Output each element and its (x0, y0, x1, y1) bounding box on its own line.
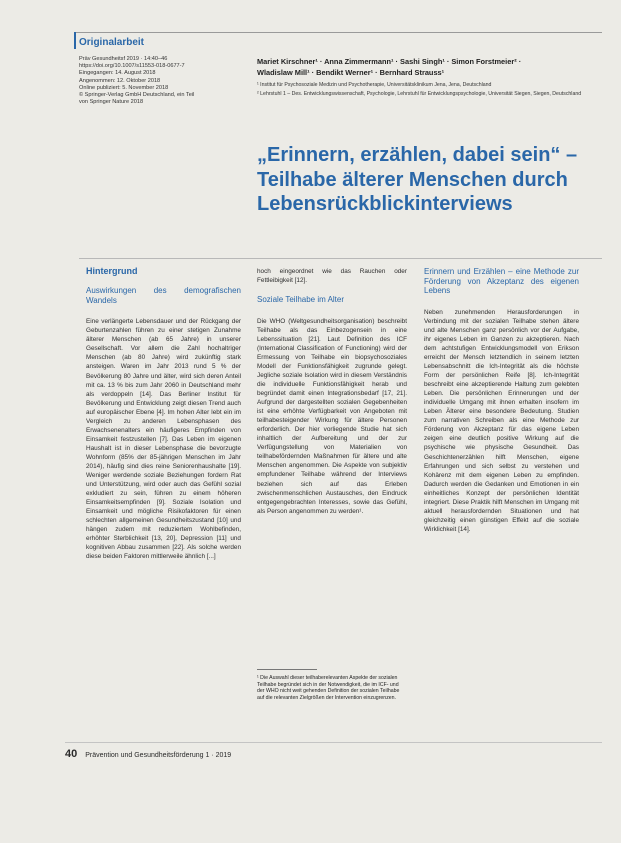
footnote-rule (257, 669, 317, 670)
section-rule (79, 258, 602, 259)
meta-received: Eingegangen: 14. August 2018 (79, 70, 156, 77)
column-1 (86, 267, 241, 562)
meta-copyright: © Springer-Verlag GmbH Deutschland, ein Teil (79, 92, 195, 99)
column-3 (424, 267, 579, 534)
page-number: 40 (65, 748, 78, 760)
journal-name: Prävention und Gesundheitsförderung 1 · 2019 (85, 752, 232, 759)
footer-rule (65, 742, 602, 743)
section-heading: Hintergrund (86, 266, 138, 276)
body-text: Neben zunehmenden Herausforderungen in Verbindung mit der sozialen Teilhabe stehen ältere und alte Menschen ganz persönlich vor der Aufgabe, ihr eigenes Leben im Ganzen zu akzeptieren. Nach dem achtstufigen Entwicklungsmodell von Erikson erreicht der Mensch letztendlich in seinem letzten Lebensabschnitt die Ich-Integrität als die höchste Form der persönlichen Reife [8]. Ich-Integrität beschreibt eine akzeptierende Haltung zum gelebten Leben. Die persönlichen Erinnerungen und der individuelle Umgang mit ihnen erhalten insofern im Leben Älterer eine besondere Bedeutung. Studien zum narrativen Schreiben als eine Methode zur Förderung von Akzeptanz für das eigene Leben zeigen eine deutlich positive Wirkung auf die psychische wie physische Gesundheit. Das Geschichtenerzählen hilft Menschen, eigene Erfahrungen und sich selbst zu verstehen und Kohärenz mit dem eigenen Leben zu empfinden. Dadurch werden die Gedanken und Emotionen in ein einheitliches Konzept der persönlichen Identität integriert. Diese Praktik hilft Menschen im Umgang mit aktuell herausfordernden Situationen und hat gleichzeitig einen günstigen Effekt auf die soziale Wirklichkeit [14]. (424, 308, 579, 533)
meta-copyright-cont: von Springer Nature 2018 (79, 99, 144, 106)
subsection-heading: Auswirkungen des demografischen Wandels (86, 286, 241, 305)
article-category: Originalarbeit (79, 37, 145, 48)
author-line: Wladislaw Mill¹ · Bendikt Werner¹ · Bernhard Strauss¹ (257, 67, 445, 77)
meta-published: Online publiziert: 5. November 2018 (79, 84, 169, 91)
category-marker (74, 32, 76, 49)
top-rule (74, 32, 602, 33)
body-text: Die WHO (Weltgesundheitsorganisation) beschreibt Teilhabe als das Einbezogensein in eine Lebenssituation [21]. Laut Definition des ICF (International Classification of Functioning) wird der Ermessung von Teilhabe ein biopsychosoziales Modell der Funktionsfähigkeit zugrunde gelegt. Jegliche soziale Isolation wird in diesem Verständnis die individuelle Funktionsfähigkeit herab und begründet damit einen Integrationsbedarf [17, 21]. Aufgrund der dargestellten sozialen Gegebenheiten ist eine erhöhte Verfügbarkeit von Angeboten mit teilhabesteigender Wirkung für ältere Personen erforderlich. Der hier vorliegende Studie hat sich inhaltlich der Aufbereitung und der zur Verfügungstellung von Materialien von teilhabefördernden Maßnahmen für ältere und alte Menschen angenommen. Die Aspekte von subjektiv empfundener Teilhabe während der Interviews beziehen sich auf das Erleben zwischenmenschlichen Austausches, den Eindruck entgegengebrachten Interesses, sowie das Gefühl, als Person angenommen zu werden¹. (257, 317, 407, 515)
author-list (257, 57, 587, 78)
affiliations (257, 82, 587, 100)
meta-doi[interactable]: https://doi.org/10.1007/s11553-018-0677-7 (79, 63, 185, 70)
body-text: Eine verlängerte Lebensdauer und der Rückgang der Geburtenzahlen führen zu einer stetigen Zunahme älterer Menschen (ab 65 Jahre) in unserer Gesellschaft. Vor allem die Zahl hochaltriger Menschen (ab 80 Jahre) wird zukünftig stark ansteigen. Waren im Jahr 2013 rund 5 % der Bevölkerung 80 Jahre und älter, wird sich deren Anteil mit ca. 13 % bis zum Jahr 2060 in Deutschland mehr als verdoppeln [14]. Das Berliner Institut für Bevölkerung und Entwicklung zeigt diesen Trend auch auf europäischer Ebene [4]. Im hohen Alter lebt ein im Vergleich zu anderen Lebensphasen des Erwachsenenalters ein häufigeres Empfinden von Einsamkeit festzustellen [7]. Das Leben im eigenen Haushalt ist in dieser Lebensphase die bevorzugte Wohnform (85% der 85-jährigen Menschen im Jahr 2014), häufig sind dies reine Seniorenhaushalte [19]. Weniger werdende soziale Beziehungen fordern Rat und Unterstützung, wird oder auch das Gefühl sozial exkludiert zu sein, führen zu einem höheren Einsamkeitsempfinden [9]. Soziale Isolation und Einsamkeit und mögliche Risikofaktoren für einen schlechten allgemeinen Gesundheitszustand [10] und hängen zudem mit reduziertem Wohlbefinden, erhöhter Sterblichkeit [13, 20], Depression [11] und kognitiven Abbau zusammen [22]. Als solche werden diese beiden Faktoren mittlerweile ähnlich [...] (86, 318, 241, 561)
page-footer (65, 748, 231, 760)
meta-citation: Präv Gesundheitsf 2019 · 14:40–46 (79, 56, 168, 62)
meta-accepted: Angenommen: 12. Oktober 2018 (79, 77, 161, 84)
author-line: Mariet Kirschner¹ · Anna Zimmermann¹ · Sashi Singh¹ · Simon Forstmeier² · (257, 57, 522, 66)
affiliation: ² Lehrstuhl 1 – Des. Entwicklungswissenschaft, Psychologie, Lehrstuhl für Entwicklungspsychologie, Universität Siegen, Siegen, Deutschland (257, 91, 582, 97)
affiliation: ¹ Institut für Psychosoziale Medizin und Psychotherapie, Universitätsklinikum Jena, Jena, Deutschland (257, 82, 492, 88)
body-text: hoch eingeordnet wie das Rauchen oder Fettleibigkeit [12]. (257, 268, 407, 285)
subsection-heading: Soziale Teilhabe im Alter (257, 295, 345, 305)
column-2 (257, 267, 407, 516)
article-title: „Erinnern, erzählen, dabei sein“ – Teilhabe älterer Menschen durch Lebensrückblickinterviews (257, 144, 578, 215)
subsection-heading: Erinnern und Erzählen – eine Methode zur Förderung von Akzeptanz des eigenen Lebens (424, 267, 579, 296)
footnote: ¹ Die Auswahl dieser teilhaberelevanten Aspekte der sozialen Teilhabe begründet sich in der Notwendigkeit, die im ICF- und der WHO nicht weit gehenden Definition der sozialen Teilhabe auf die relevanten Zielgrößen der Intervention einzugrenzen. (257, 675, 400, 701)
publication-meta (79, 56, 239, 106)
